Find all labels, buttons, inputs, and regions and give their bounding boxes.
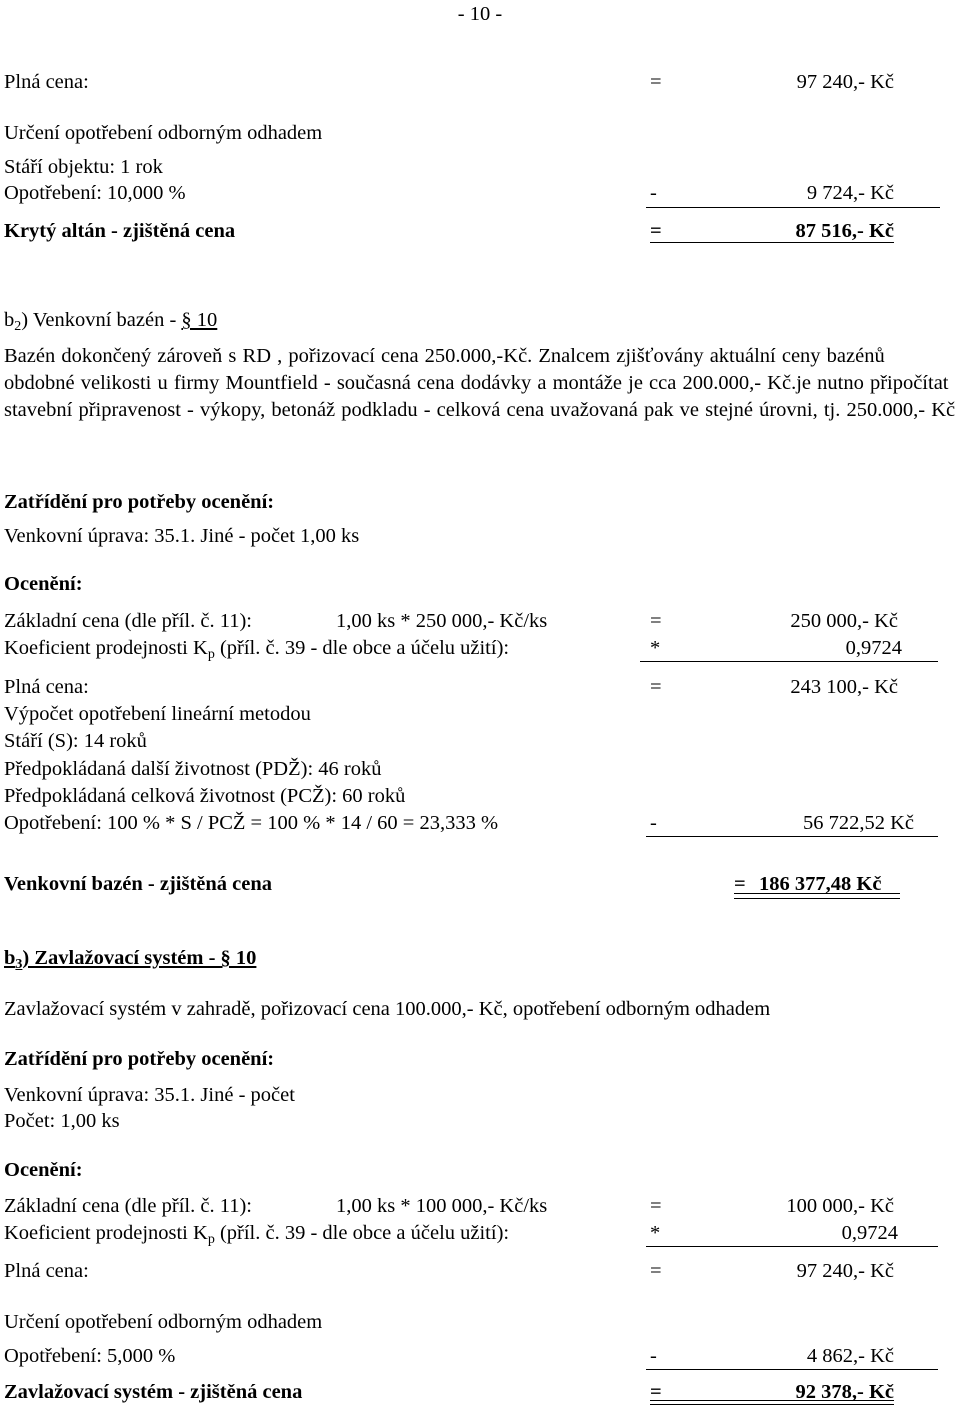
b1-wear-label: Opotřebení: 10,000 % xyxy=(4,182,186,204)
b3-base-price-value: 100 000,- Kč xyxy=(786,1195,894,1217)
b2-full-price-label: Plná cena: xyxy=(4,676,89,698)
b2-remaining-life: Předpokládaná další životnost (PDŽ): 46 roků xyxy=(4,758,382,780)
b2-total-life: Předpokládaná celková životnost (PCŽ): 60 roků xyxy=(4,785,406,807)
b2-heading-text: ) Venkovní bazén - xyxy=(21,309,182,331)
b3-wear-op: - xyxy=(650,1345,657,1367)
b3-heading-section: § 10 xyxy=(220,947,257,969)
b3-full-price-op: = xyxy=(650,1260,662,1282)
b1-full-price-label: Plná cena: xyxy=(4,71,89,93)
page-number: - 10 - xyxy=(457,3,503,25)
b3-full-price-label: Plná cena: xyxy=(4,1260,89,1282)
b2-description-paragraph: Bazén dokončený zároveň s RD , pořizovací cena 250.000,-Kč. Znalcem zjišťovány aktuální ceny bazénů obdobné velikosti u firmy Mountfield - současná cena dodávky a montáže je cca 200.000,- Kč.je nutno připočítat stavební připravenost - výkopy, betonáž podkladu - celková cena uvažovaná pak ve stejné úrovni, tj. 250.000,- Kč xyxy=(4,345,956,421)
b3-valuation-heading: Ocenění: xyxy=(4,1159,83,1181)
b3-heading-letter: b xyxy=(4,947,16,969)
b2-base-price-calc: 1,00 ks * 250 000,- Kč/ks xyxy=(336,610,548,632)
b1-wear-value: 9 724,- Kč xyxy=(806,182,894,204)
b2-heading-sub: 2 xyxy=(14,319,22,334)
b2-valuation-heading: Ocenění: xyxy=(4,573,83,595)
b1-result-op: = xyxy=(650,220,662,242)
b1-result-label: Krytý altán - zjištěná cena xyxy=(4,220,236,242)
b2-wear-label: Opotřebení: 100 % * S / PCŽ = 100 % * 14 / 60 = 23,333 % xyxy=(4,812,499,834)
b3-heading xyxy=(4,946,256,970)
b1-full-price-op: = xyxy=(650,71,662,93)
b3-result-op: = xyxy=(650,1381,662,1403)
b3-coefficient-label: Koeficient prodejnosti K xyxy=(4,1222,208,1244)
b2-coefficient-sub: p xyxy=(207,647,215,662)
b1-wear-method: Určení opotřebení odborným odhadem xyxy=(4,122,323,144)
b3-wear-rule xyxy=(646,1369,938,1370)
b3-base-price-op: = xyxy=(650,1195,662,1217)
b2-result-double-underline xyxy=(734,893,900,899)
b3-result-label: Zavlažovací systém - zjištěná cena xyxy=(4,1381,303,1403)
b2-heading xyxy=(4,308,217,332)
b3-wear-method: Určení opotřebení odborným odhadem xyxy=(4,1311,323,1333)
b2-result-op: = xyxy=(734,873,746,895)
b2-coefficient-label: Koeficient prodejnosti K xyxy=(4,637,208,659)
b3-heading-sub: 3 xyxy=(15,957,23,972)
b3-result-value: 92 378,- Kč xyxy=(795,1381,894,1403)
b2-coefficient-line xyxy=(4,636,509,660)
b2-result-value: 186 377,48 Kč xyxy=(759,873,882,895)
b3-wear-label: Opotřebení: 5,000 % xyxy=(4,1345,176,1367)
b3-base-price-label: Základní cena (dle příl. č. 11): xyxy=(4,1195,252,1217)
b2-wear-rule xyxy=(646,836,938,837)
b3-description: Zavlažovací systém v zahradě, pořizovací cena 100.000,- Kč, opotřebení odborným odhadem xyxy=(4,998,771,1020)
b3-coefficient-rest: (příl. č. 39 - dle obce a účelu užití): xyxy=(214,1222,510,1244)
b3-result-double-underline xyxy=(650,1400,894,1405)
b1-wear-op: - xyxy=(650,182,657,204)
b1-wear-rule xyxy=(646,207,940,208)
b3-coefficient-op: * xyxy=(650,1222,661,1244)
b3-wear-value: 4 862,- Kč xyxy=(806,1345,894,1367)
b3-full-price-value: 97 240,- Kč xyxy=(796,1260,894,1282)
b2-wear-op: - xyxy=(650,812,657,834)
b2-age: Stáří (S): 14 roků xyxy=(4,730,147,752)
b2-classification-heading: Zatřídění pro potřeby ocenění: xyxy=(4,491,275,513)
b3-coefficient-line xyxy=(4,1221,509,1245)
b1-result-value: 87 516,- Kč xyxy=(795,220,894,242)
b3-classification-heading: Zatřídění pro potřeby ocenění: xyxy=(4,1048,275,1070)
b3-coefficient-rule xyxy=(646,1246,938,1247)
b2-coefficient-value: 0,9724 xyxy=(845,637,902,659)
b3-coefficient-value: 0,9724 xyxy=(841,1222,898,1244)
b2-heading-letter: b xyxy=(4,309,15,331)
b1-result-underline xyxy=(650,242,894,243)
b2-base-price-op: = xyxy=(650,610,662,632)
b2-full-price-op: = xyxy=(650,676,662,698)
b2-wear-value: 56 722,52 Kč xyxy=(802,812,914,834)
b2-coefficient-rest: (příl. č. 39 - dle obce a účelu užití): xyxy=(214,637,510,659)
b2-base-price-label: Základní cena (dle příl. č. 11): xyxy=(4,610,252,632)
b2-coefficient-op: * xyxy=(650,637,661,659)
b2-coefficient-rule xyxy=(640,661,938,662)
b1-object-age: Stáří objektu: 1 rok xyxy=(4,156,163,178)
b2-classification-text: Venkovní úprava: 35.1. Jiné - počet 1,00 ks xyxy=(4,525,360,547)
b2-heading-section: § 10 xyxy=(181,309,218,331)
b1-full-price-value: 97 240,- Kč xyxy=(796,71,894,93)
b2-result-label: Venkovní bazén - zjištěná cena xyxy=(4,873,273,895)
b3-count: Počet: 1,00 ks xyxy=(4,1110,120,1132)
b3-heading-text: ) Zavlažovací systém - xyxy=(22,947,221,969)
b3-base-price-calc: 1,00 ks * 100 000,- Kč/ks xyxy=(336,1195,548,1217)
b2-full-price-value: 243 100,- Kč xyxy=(790,676,898,698)
b3-classification-text: Venkovní úprava: 35.1. Jiné - počet xyxy=(4,1084,295,1106)
b2-base-price-value: 250 000,- Kč xyxy=(790,610,898,632)
b2-linear-method: Výpočet opotřebení lineární metodou xyxy=(4,703,311,725)
b3-coefficient-sub: p xyxy=(207,1232,215,1247)
